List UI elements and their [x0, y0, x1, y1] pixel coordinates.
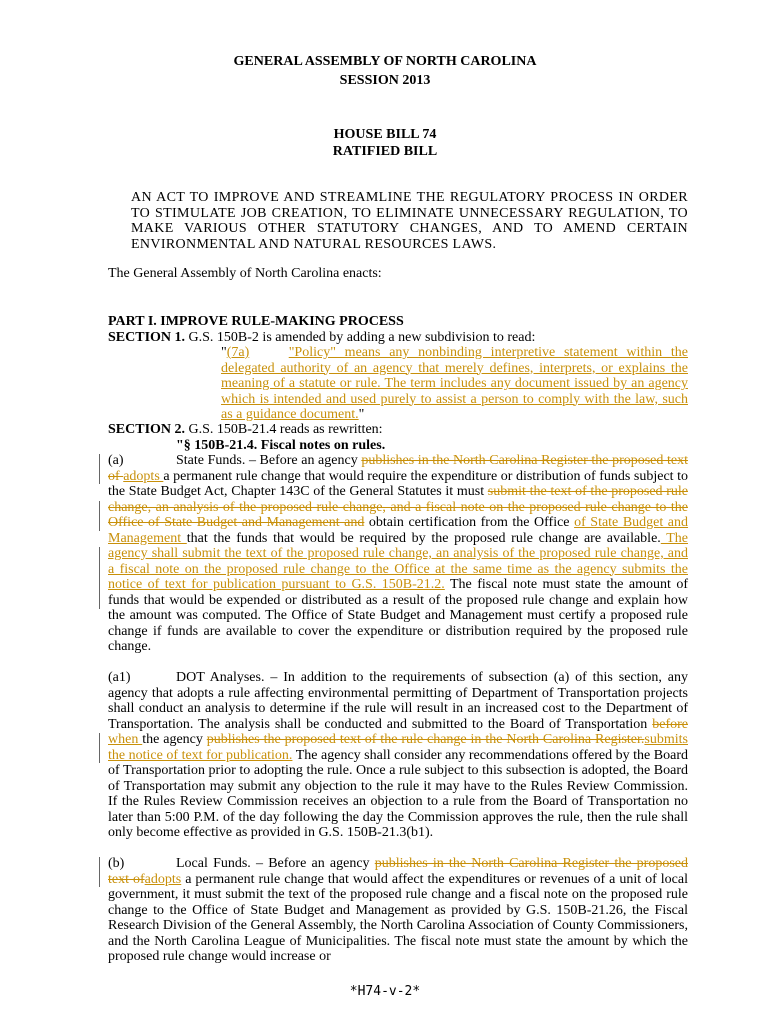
text-run: The agency shall consider any recommendations offered by the Board of Transportation prior to adopting the rule. Once a rule subject to this subsection is adopted, the Board of Transportation may submit any objection to the rule it may have to the Rules Review Commission. If the Rules Review Commission receives an objection to a rule from the Board of Transportation no later than 5:00 P.M. of the day following the day the Commission approves the rule, then the rule shall only become effective as provided in G.S. 150B-21.3(b1).	[108, 747, 688, 840]
change-bar	[99, 733, 100, 763]
inserted-text: adopts	[123, 468, 164, 484]
text-run: DOT Analyses. – In addition to the requirements of subsection (a) of this section, any agency that adopts a rule affecting environmental permitting of Department of Transportation projects shall conduct an analysis to determine if the rule will result in an increased cost to the Department of Transportation. The analysis shall be conducted and submitted to the Board of Transportation	[108, 670, 688, 732]
text-run: Local Funds. – Before an agency	[176, 856, 375, 871]
change-bar	[99, 501, 100, 531]
inserted-text: submits the notice of text for publication.	[108, 732, 688, 763]
change-bar	[99, 857, 100, 887]
section-2	[108, 422, 688, 453]
assembly-heading: GENERAL ASSEMBLY OF NORTH CAROLINA	[233, 54, 537, 69]
text-run: a permanent rule change that would require the expenditure or distribution of funds subject to the State Budget Act, Chapter 143C of the General Statutes it must	[108, 468, 688, 499]
bill-number: HOUSE BILL 74	[333, 127, 437, 142]
section-2-text: G.S. 150B-21.4 reads as rewritten:	[185, 422, 383, 437]
subsection-a	[108, 453, 688, 655]
text-run: obtain certification from the Office	[364, 515, 575, 530]
statute-heading: "§ 150B-21.4. Fiscal notes on rules.	[176, 437, 386, 453]
text-run: The fiscal note must state the amount of funds that would be expended or distributed as a result of the proposed rule change and explain how the amount was computed. The Office of State Budget and Management must certify a proposed rule change if funds are available to cover the expenditure or distribution required by the proposed rule change.	[108, 577, 688, 654]
inserted-text: of State Budget and Management	[108, 515, 689, 546]
change-bar	[99, 454, 100, 484]
definition-text: "Policy" means any nonbinding interpretive statement within the delegated authority of an agency that merely defines, interprets, or explains the meaning of a statute or rule. The term includes any document issued by an agency which is intended and used purely to assist a person to comply with the law, such as a guidance document.	[221, 345, 688, 422]
section-2-label: SECTION 2.	[108, 422, 186, 437]
enacting-clause: The General Assembly of North Carolina enacts:	[108, 266, 382, 281]
subsection-b-number: (b)	[108, 856, 125, 871]
text-run: the agency	[142, 732, 207, 747]
change-bar	[99, 547, 100, 609]
session-heading: SESSION 2013	[339, 73, 431, 88]
definition-number: (7a)	[226, 345, 250, 360]
section-1-text: G.S. 150B-2 is amended by adding a new subdivision to read:	[185, 330, 536, 345]
definition-7a	[221, 345, 688, 423]
section-1	[108, 330, 688, 346]
deleted-text: submit the text of the proposed rule change, an analysis of the proposed rule change, and a fiscal note on the proposed rule change to the Office of State Budget and Management and	[108, 484, 688, 530]
text-run: that the funds that would be required by the proposed rule change are available.	[186, 530, 661, 546]
subsection-a1-number: (a1)	[108, 670, 131, 685]
deleted-text: publishes in the North Carolina Register the proposed text of	[108, 453, 688, 484]
subsection-b	[108, 856, 688, 965]
subsection-a-number: (a)	[108, 453, 124, 468]
quote-open: "	[221, 345, 227, 360]
page-footer-code: *H74-v-2*	[349, 984, 421, 999]
text-run: a permanent rule change that would affect the expenditures or revenues of a unit of local government, it must submit the text of the proposed rule change and a fiscal note on the proposed rule change to the Office of State Budget and Management as provided by G.S. 150B-21.26, the Fiscal Research Division of the General Assembly, the North Carolina Association of County Commissioners, and the North Carolina League of Municipalities. The fiscal note must state the amount by which the proposed rule change would increase or	[108, 871, 689, 964]
deleted-text: publishes in the North Carolina Register the proposed text of	[108, 856, 688, 887]
inserted-text: The agency shall submit the text of the proposed rule change, an analysis of the proposed rule change, and a fiscal note on the proposed rule change to the Office at the same time as the agency submits the notice of text for publication pursuant to G.S. 150B-21.2.	[108, 530, 688, 592]
part-heading	[108, 314, 688, 330]
text-run: State Funds. – Before an agency	[176, 453, 362, 468]
deleted-text: publishes the proposed text of the rule change in the North Carolina Register.	[206, 732, 645, 747]
quote-close: "	[358, 407, 365, 422]
part-1-title: PART I. IMPROVE RULE-MAKING PROCESS	[108, 314, 404, 329]
section-1-label: SECTION 1.	[108, 330, 186, 345]
inserted-text: when	[108, 732, 143, 747]
bill-status: RATIFIED BILL	[332, 144, 438, 159]
inserted-text: adopts	[144, 871, 182, 887]
deleted-text: before	[652, 716, 688, 732]
act-title: AN ACT TO IMPROVE AND STREAMLINE THE REGULATORY PROCESS IN ORDER TO STIMULATE JOB CREATION, TO ELIMINATE UNNECESSARY REGULATION, TO MAKE VARIOUS OTHER STATUTORY CHANGES, AND TO AMEND CERTAIN ENVIRONMENTAL AND NATURAL RESOURCES LAWS.	[131, 190, 688, 252]
subsection-a1	[108, 670, 688, 841]
